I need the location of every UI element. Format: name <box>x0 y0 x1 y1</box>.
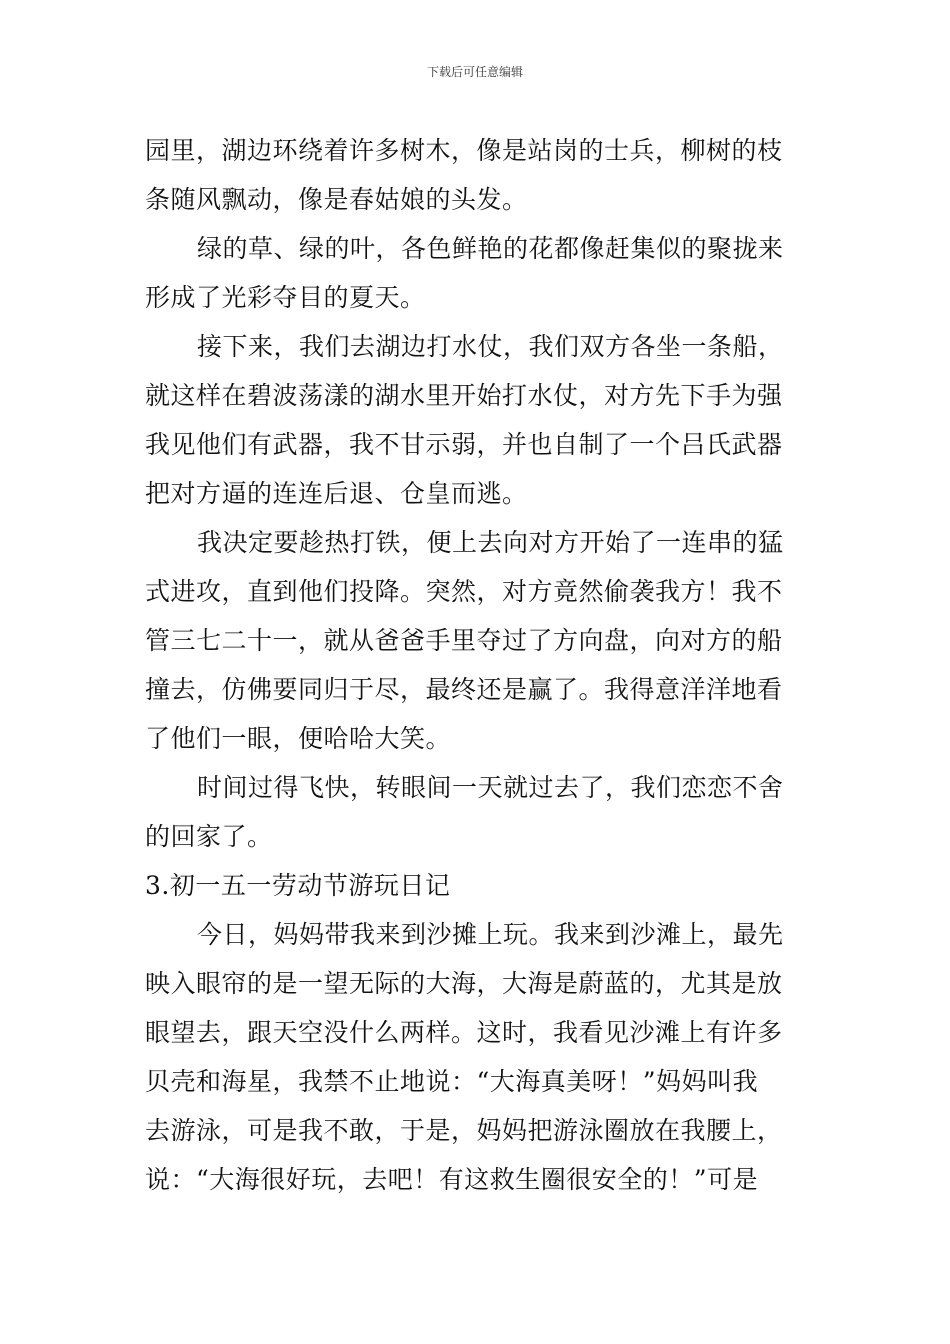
section-heading: 3.初一五一劳动节游玩日记 <box>145 871 451 900</box>
document-body <box>145 126 809 1204</box>
text-line: 的回家了。 <box>145 822 273 851</box>
page-header: 下载后可任意编辑 <box>426 65 523 79</box>
text-line: 条随风飘动，像是春姑娘的头发。 <box>145 185 528 214</box>
text-line: 贝壳和海星，我禁不止地说：“大海真美呀！”妈妈叫我 <box>145 1067 759 1096</box>
text-line: 去游泳，可是我不敢，于是，妈妈把游泳圈放在我腰上， <box>145 1116 783 1145</box>
paragraph-start-line: 绿的草、绿的叶，各色鲜艳的花都像赶集似的聚拢来 <box>197 234 784 263</box>
text-line: 把对方逼的连连后退、仓皇而逃。 <box>145 479 528 508</box>
paragraph-start-line: 时间过得飞快，转眼间一天就过去了，我们恋恋不舍 <box>197 773 784 802</box>
text-line: 形成了光彩夺目的夏天。 <box>145 283 426 312</box>
text-line: 管三七二十一，就从爸爸手里夺过了方向盘，向对方的船 <box>145 626 783 655</box>
paragraph-start-line: 我决定要趁热打铁，便上去向对方开始了一连串的猛 <box>197 528 784 557</box>
text-line: 式进攻，直到他们投降。突然，对方竟然偷袭我方！我不 <box>145 577 783 606</box>
text-line: 就这样在碧波荡漾的湖水里开始打水仗，对方先下手为强 <box>145 381 783 410</box>
paragraph-start-line: 今日，妈妈带我来到沙摊上玩。我来到沙滩上，最先 <box>197 920 784 949</box>
text-line: 映入眼帘的是一望无际的大海，大海是蔚蓝的，尤其是放 <box>145 969 783 998</box>
text-line: 我见他们有武器，我不甘示弱，并也自制了一个吕氏武器 <box>145 430 783 459</box>
text-line: 眼望去，跟天空没什么两样。这时，我看见沙滩上有许多 <box>145 1018 783 1047</box>
text-line: 说：“大海很好玩，去吧！有这救生圈很安全的！”可是 <box>145 1165 759 1194</box>
text-line: 撞去，仿佛要同归于尽，最终还是赢了。我得意洋洋地看 <box>145 675 783 704</box>
text-line: 园里，湖边环绕着许多树木，像是站岗的士兵，柳树的枝 <box>145 136 783 165</box>
text-line: 了他们一眼，便哈哈大笑。 <box>145 724 452 753</box>
paragraph-start-line: 接下来，我们去湖边打水仗，我们双方各坐一条船， <box>197 332 784 361</box>
